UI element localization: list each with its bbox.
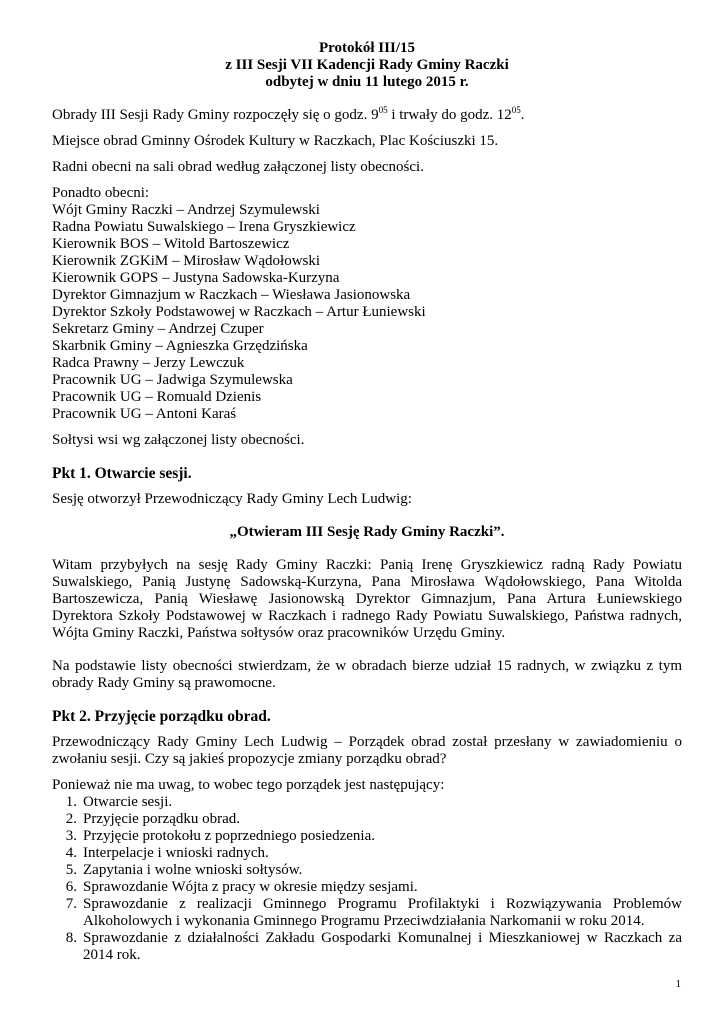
agenda-item-text: Sprawozdanie Wójta z pracy w okresie między sesjami. [83, 879, 418, 895]
pkt1-welcome: Witam przybyłych na sesję Rady Gminy Raczki: Panią Irenę Gryszkiewicz radną Rady Powiatu Suwalskiego, Panią Justynę Sadowską-Kurzyna, Pana Mirosława Wądołowskiego, Pana Witolda Bartoszewicza, Panią Wiesławę Jasionowską Dyrektor Gimnazjum, Pana Artura Łuniewskiego Dyrektora Szkoły Podstawowej w Raczkach i radnego Rady Powiatu Suwalskiego, Państwa radnych, Wójta Gminy Raczki, Państwa sołtysów oraz pracowników Urzędu Gminy. [52, 557, 682, 641]
also-present-item: Dyrektor Gimnazjum w Raczkach – Wiesława Jasionowska [52, 287, 411, 303]
also-present-item: Wójt Gminy Raczki – Andrzej Szymulewski [52, 202, 320, 218]
agenda-item [52, 862, 682, 879]
agenda-item-number: 4. [65, 845, 77, 861]
also-present-item: Kierownik ZGKiM – Mirosław Wądołowski [52, 253, 321, 269]
agenda-item-number: 3. [65, 828, 77, 844]
agenda-item-number: 8. [65, 930, 77, 946]
also-present-item: Pracownik UG – Antoni Karaś [52, 406, 237, 422]
also-present-item: Skarbnik Gminy – Agnieszka Grzędzińska [52, 338, 308, 354]
present-councillors: Radni obecni na sali obrad według załączonej listy obecności. [52, 159, 424, 175]
also-present-item: Pracownik UG – Jadwiga Szymulewska [52, 372, 293, 388]
agenda-item-text: Przyjęcie porządku obrad. [83, 811, 241, 827]
agenda-item-text: Sprawozdanie z realizacji Gminnego Programu Profilaktyki i Rozwiązywania Problemów Alkoholowych i wykonania Gminnego Programu Przeciwdziałania Narkomanii w roku 2014. [83, 896, 682, 929]
pkt1-opened-by: Sesję otworzył Przewodniczący Rady Gminy Lech Ludwig: [52, 491, 412, 507]
title-line-3: odbytej w dniu 11 lutego 2015 r. [265, 74, 469, 90]
agenda-item [52, 879, 682, 896]
also-present-item: Kierownik GOPS – Justyna Sadowska-Kurzyna [52, 270, 340, 286]
pkt2-heading: Pkt 2. Przyjęcie porządku obrad. [52, 708, 271, 725]
agenda-item-text: Otwarcie sesji. [83, 794, 173, 810]
agenda-item [52, 828, 682, 845]
meeting-place: Miejsce obrad Gminny Ośrodek Kultury w Raczkach, Plac Kościuszki 15. [52, 133, 499, 149]
document-page [52, 40, 682, 964]
also-present-item: Pracownik UG – Romuald Dzienis [52, 389, 262, 405]
also-present-item: Dyrektor Szkoły Podstawowej w Raczkach – Artur Łuniewski [52, 304, 426, 320]
also-present-list [52, 202, 682, 423]
soltysi-note: Sołtysi wsi wg załączonej listy obecności. [52, 432, 305, 448]
agenda-item-text: Zapytania i wolne wnioski sołtysów. [83, 862, 303, 878]
also-present-item: Radna Powiatu Suwalskiego – Irena Gryszkiewicz [52, 219, 356, 235]
agenda-item [52, 811, 682, 828]
pkt1-opening-quote: „Otwieram III Sesję Rady Gminy Raczki”. [229, 524, 505, 540]
agenda-list [52, 794, 682, 964]
agenda-item [52, 794, 682, 811]
agenda-item-number: 5. [65, 862, 77, 878]
also-present-item: Radca Prawny – Jerzy Lewczuk [52, 355, 245, 371]
also-present-item: Kierownik BOS – Witold Bartoszewicz [52, 236, 290, 252]
agenda-item-text: Sprawozdanie z działalności Zakładu Gospodarki Komunalnej i Mieszkaniowej w Raczkach za 2014 rok. [83, 930, 682, 963]
pkt2-chair-statement: Przewodniczący Rady Gminy Lech Ludwig – Porządek obrad został przesłany w zawiadomieniu o zwołaniu sesji. Czy są jakieś propozycje zmiany porządku obrad? [52, 734, 682, 767]
agenda-item-number: 2. [65, 811, 77, 827]
agenda-item-number: 1. [65, 794, 77, 810]
also-present-item: Sekretarz Gminy – Andrzej Czuper [52, 321, 264, 337]
document-title [52, 40, 682, 91]
session-times: Obrady III Sesji Rady Gminy rozpoczęły się o godz. $9^{05}$ i trwały do godz. $12^{05}$. [52, 105, 525, 123]
title-line-2: z III Sesji VII Kadencji Rady Gminy Raczki [225, 57, 509, 73]
pkt1-heading: Pkt 1. Otwarcie sesji. [52, 465, 192, 482]
agenda-item-number: 7. [65, 896, 77, 912]
pkt1-quorum: Na podstawie listy obecności stwierdzam, że w obradach bierze udział 15 radnych, w związku z tym obrady Rady Gminy są prawomocne. [52, 658, 682, 691]
agenda-item-number: 6. [65, 879, 77, 895]
agenda-item [52, 845, 682, 862]
pkt2-agenda-intro: Ponieważ nie ma uwag, to wobec tego porządek jest następujący: [52, 777, 445, 793]
agenda-item [52, 930, 682, 964]
agenda-item-text: Przyjęcie protokołu z poprzedniego posiedzenia. [83, 828, 375, 844]
page-number: 1 [675, 978, 681, 990]
also-present-label: Ponadto obecni: [52, 185, 150, 201]
agenda-item-text: Interpelacje i wnioski radnych. [83, 845, 269, 861]
title-line-1: Protokół III/15 [319, 40, 415, 56]
agenda-item [52, 896, 682, 930]
